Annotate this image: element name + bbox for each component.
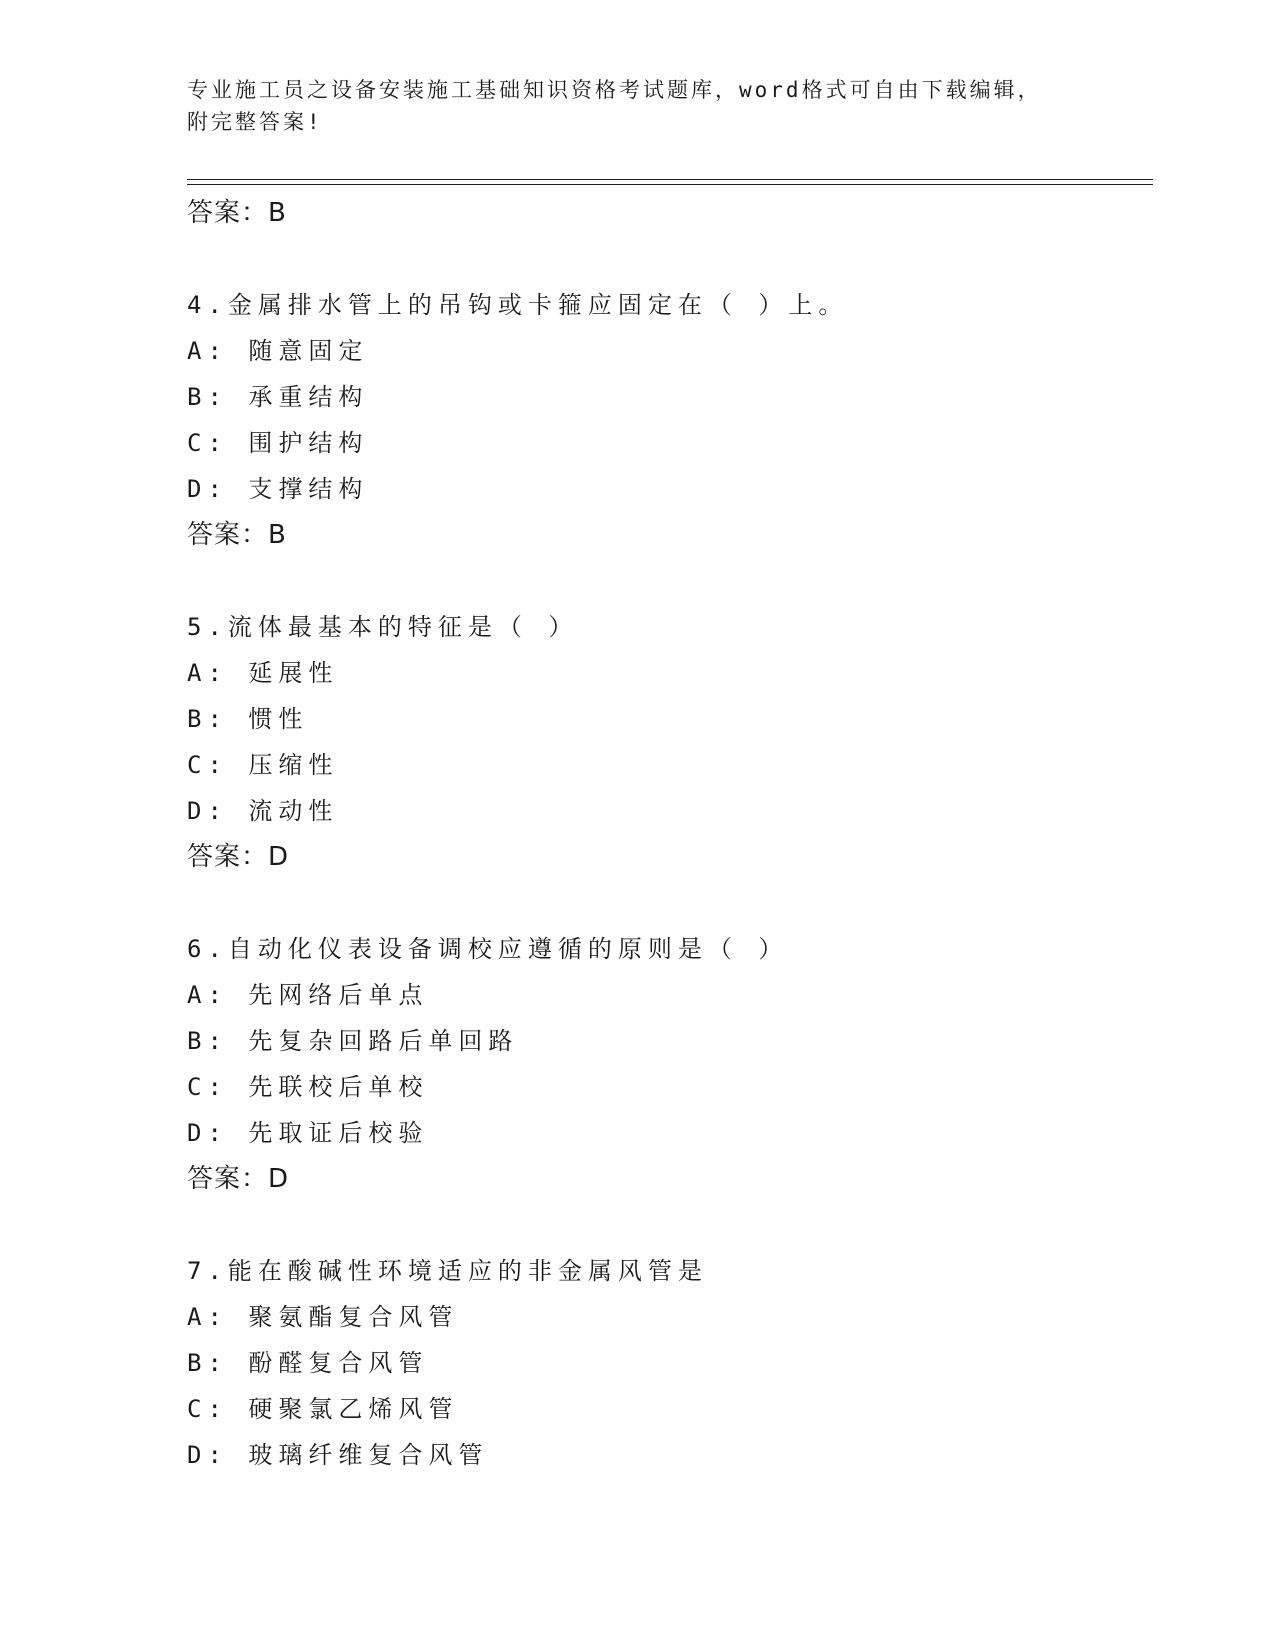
option-b: B: 酚醛复合风管 [187, 1349, 429, 1377]
answer-line: 答案：D [187, 842, 290, 872]
spacer [187, 558, 1147, 604]
header-divider-bottom [187, 184, 1153, 185]
spacer [187, 236, 1147, 282]
option-d: D: 流动性 [187, 797, 339, 825]
option-a: A: 延展性 [187, 659, 339, 687]
spacer [187, 880, 1147, 926]
spacer [187, 1202, 1147, 1248]
option-d: D: 支撑结构 [187, 475, 369, 503]
previous-answer: 答案：B [187, 198, 287, 228]
header-line-2: 附完整答案! [187, 110, 323, 134]
question-7 [187, 1248, 1147, 1478]
option-a: A: 聚氨酯复合风管 [187, 1303, 459, 1331]
question-stem: 5.流体最基本的特征是（ ） [187, 613, 579, 641]
option-b: B: 承重结构 [187, 383, 369, 411]
question-stem: 4.金属排水管上的吊钩或卡箍应固定在（ ）上。 [187, 291, 849, 319]
header-line-1: 专业施工员之设备安装施工基础知识资格考试题库，word格式可自由下载编辑， [187, 78, 1042, 102]
question-6 [187, 926, 1147, 1202]
option-c: C: 压缩性 [187, 751, 339, 779]
option-d: D: 玻璃纤维复合风管 [187, 1441, 489, 1469]
question-4 [187, 282, 1147, 558]
question-stem: 6.自动化仪表设备调校应遵循的原则是（ ） [187, 935, 789, 963]
answer-line: 答案：D [187, 1164, 290, 1194]
answer-line: 答案：B [187, 520, 287, 550]
option-c: C: 硬聚氯乙烯风管 [187, 1395, 459, 1423]
question-stem: 7.能在酸碱性环境适应的非金属风管是 [187, 1257, 708, 1285]
option-b: B: 先复杂回路后单回路 [187, 1027, 519, 1055]
option-a: A: 先网络后单点 [187, 981, 429, 1009]
option-c: C: 先联校后单校 [187, 1073, 429, 1101]
document-header [187, 74, 1087, 138]
question-5 [187, 604, 1147, 880]
header-divider-top [187, 179, 1153, 180]
option-a: A: 随意固定 [187, 337, 369, 365]
question-list [187, 190, 1147, 1478]
option-c: C: 围护结构 [187, 429, 369, 457]
option-b: B: 惯性 [187, 705, 309, 733]
option-d: D: 先取证后校验 [187, 1119, 429, 1147]
